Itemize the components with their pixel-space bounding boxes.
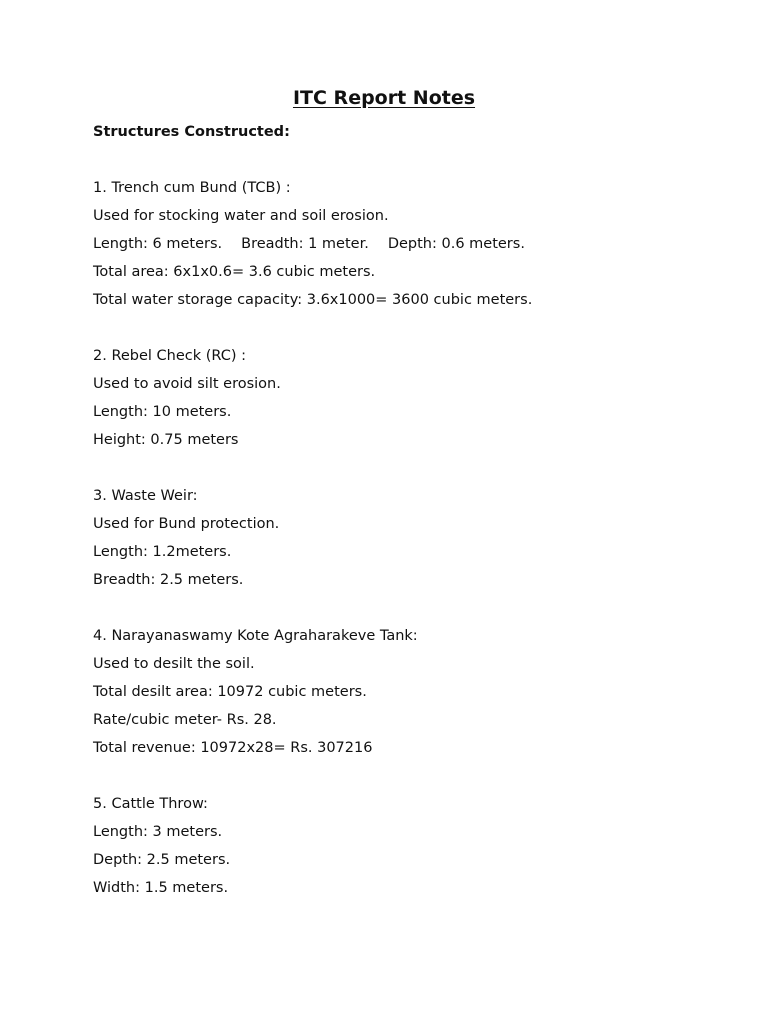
tcb-dimensions <box>93 230 733 258</box>
tcb-breadth: Breadth: 1 meter. <box>241 236 369 252</box>
cattle-title: 5. Cattle Throw: <box>93 796 208 812</box>
rc-use: Used to avoid silt erosion. <box>93 376 281 392</box>
tcb-use: Used for stocking water and soil erosion. <box>93 208 389 224</box>
tcb-depth: Depth: 0.6 meters. <box>387 236 525 252</box>
document-body <box>93 118 733 902</box>
weir-title: 3. Waste Weir: <box>93 488 198 504</box>
tcb-title: 1. Trench cum Bund (TCB) : <box>93 180 291 196</box>
blank-line <box>93 594 733 622</box>
tank-area: Total desilt area: 10972 cubic meters. <box>93 684 367 700</box>
section-cattle <box>93 790 733 902</box>
page-title: ITC Report Notes <box>292 87 476 109</box>
weir-breadth: Breadth: 2.5 meters. <box>93 572 244 588</box>
section-tcb <box>93 174 733 314</box>
section-tank <box>93 622 733 762</box>
blank-line <box>93 762 733 790</box>
section-rc <box>93 342 733 454</box>
tcb-length: Length: 6 meters. <box>93 236 223 252</box>
tank-rate: Rate/cubic meter- Rs. 28. <box>93 712 277 728</box>
cattle-length: Length: 3 meters. <box>93 824 223 840</box>
blank-line <box>93 146 733 174</box>
blank-line <box>93 314 733 342</box>
weir-length: Length: 1.2meters. <box>93 544 232 560</box>
rc-height: Height: 0.75 meters <box>93 432 239 448</box>
tank-use: Used to desilt the soil. <box>93 656 255 672</box>
tank-revenue: Total revenue: 10972x28= Rs. 307216 <box>93 740 373 756</box>
section-heading: Structures Constructed: <box>93 124 290 140</box>
blank-line <box>93 454 733 482</box>
cattle-depth: Depth: 2.5 meters. <box>93 852 231 868</box>
weir-use: Used for Bund protection. <box>93 516 280 532</box>
rc-title: 2. Rebel Check (RC) : <box>93 348 247 364</box>
tcb-capacity: Total water storage capacity: 3.6x1000= 3600 cubic meters. <box>93 292 533 308</box>
rc-length: Length: 10 meters. <box>93 404 232 420</box>
cattle-width: Width: 1.5 meters. <box>93 880 229 896</box>
tank-title: 4. Narayanaswamy Kote Agraharakeve Tank: <box>93 628 418 644</box>
section-weir <box>93 482 733 594</box>
tcb-area: Total area: 6x1x0.6= 3.6 cubic meters. <box>93 264 376 280</box>
